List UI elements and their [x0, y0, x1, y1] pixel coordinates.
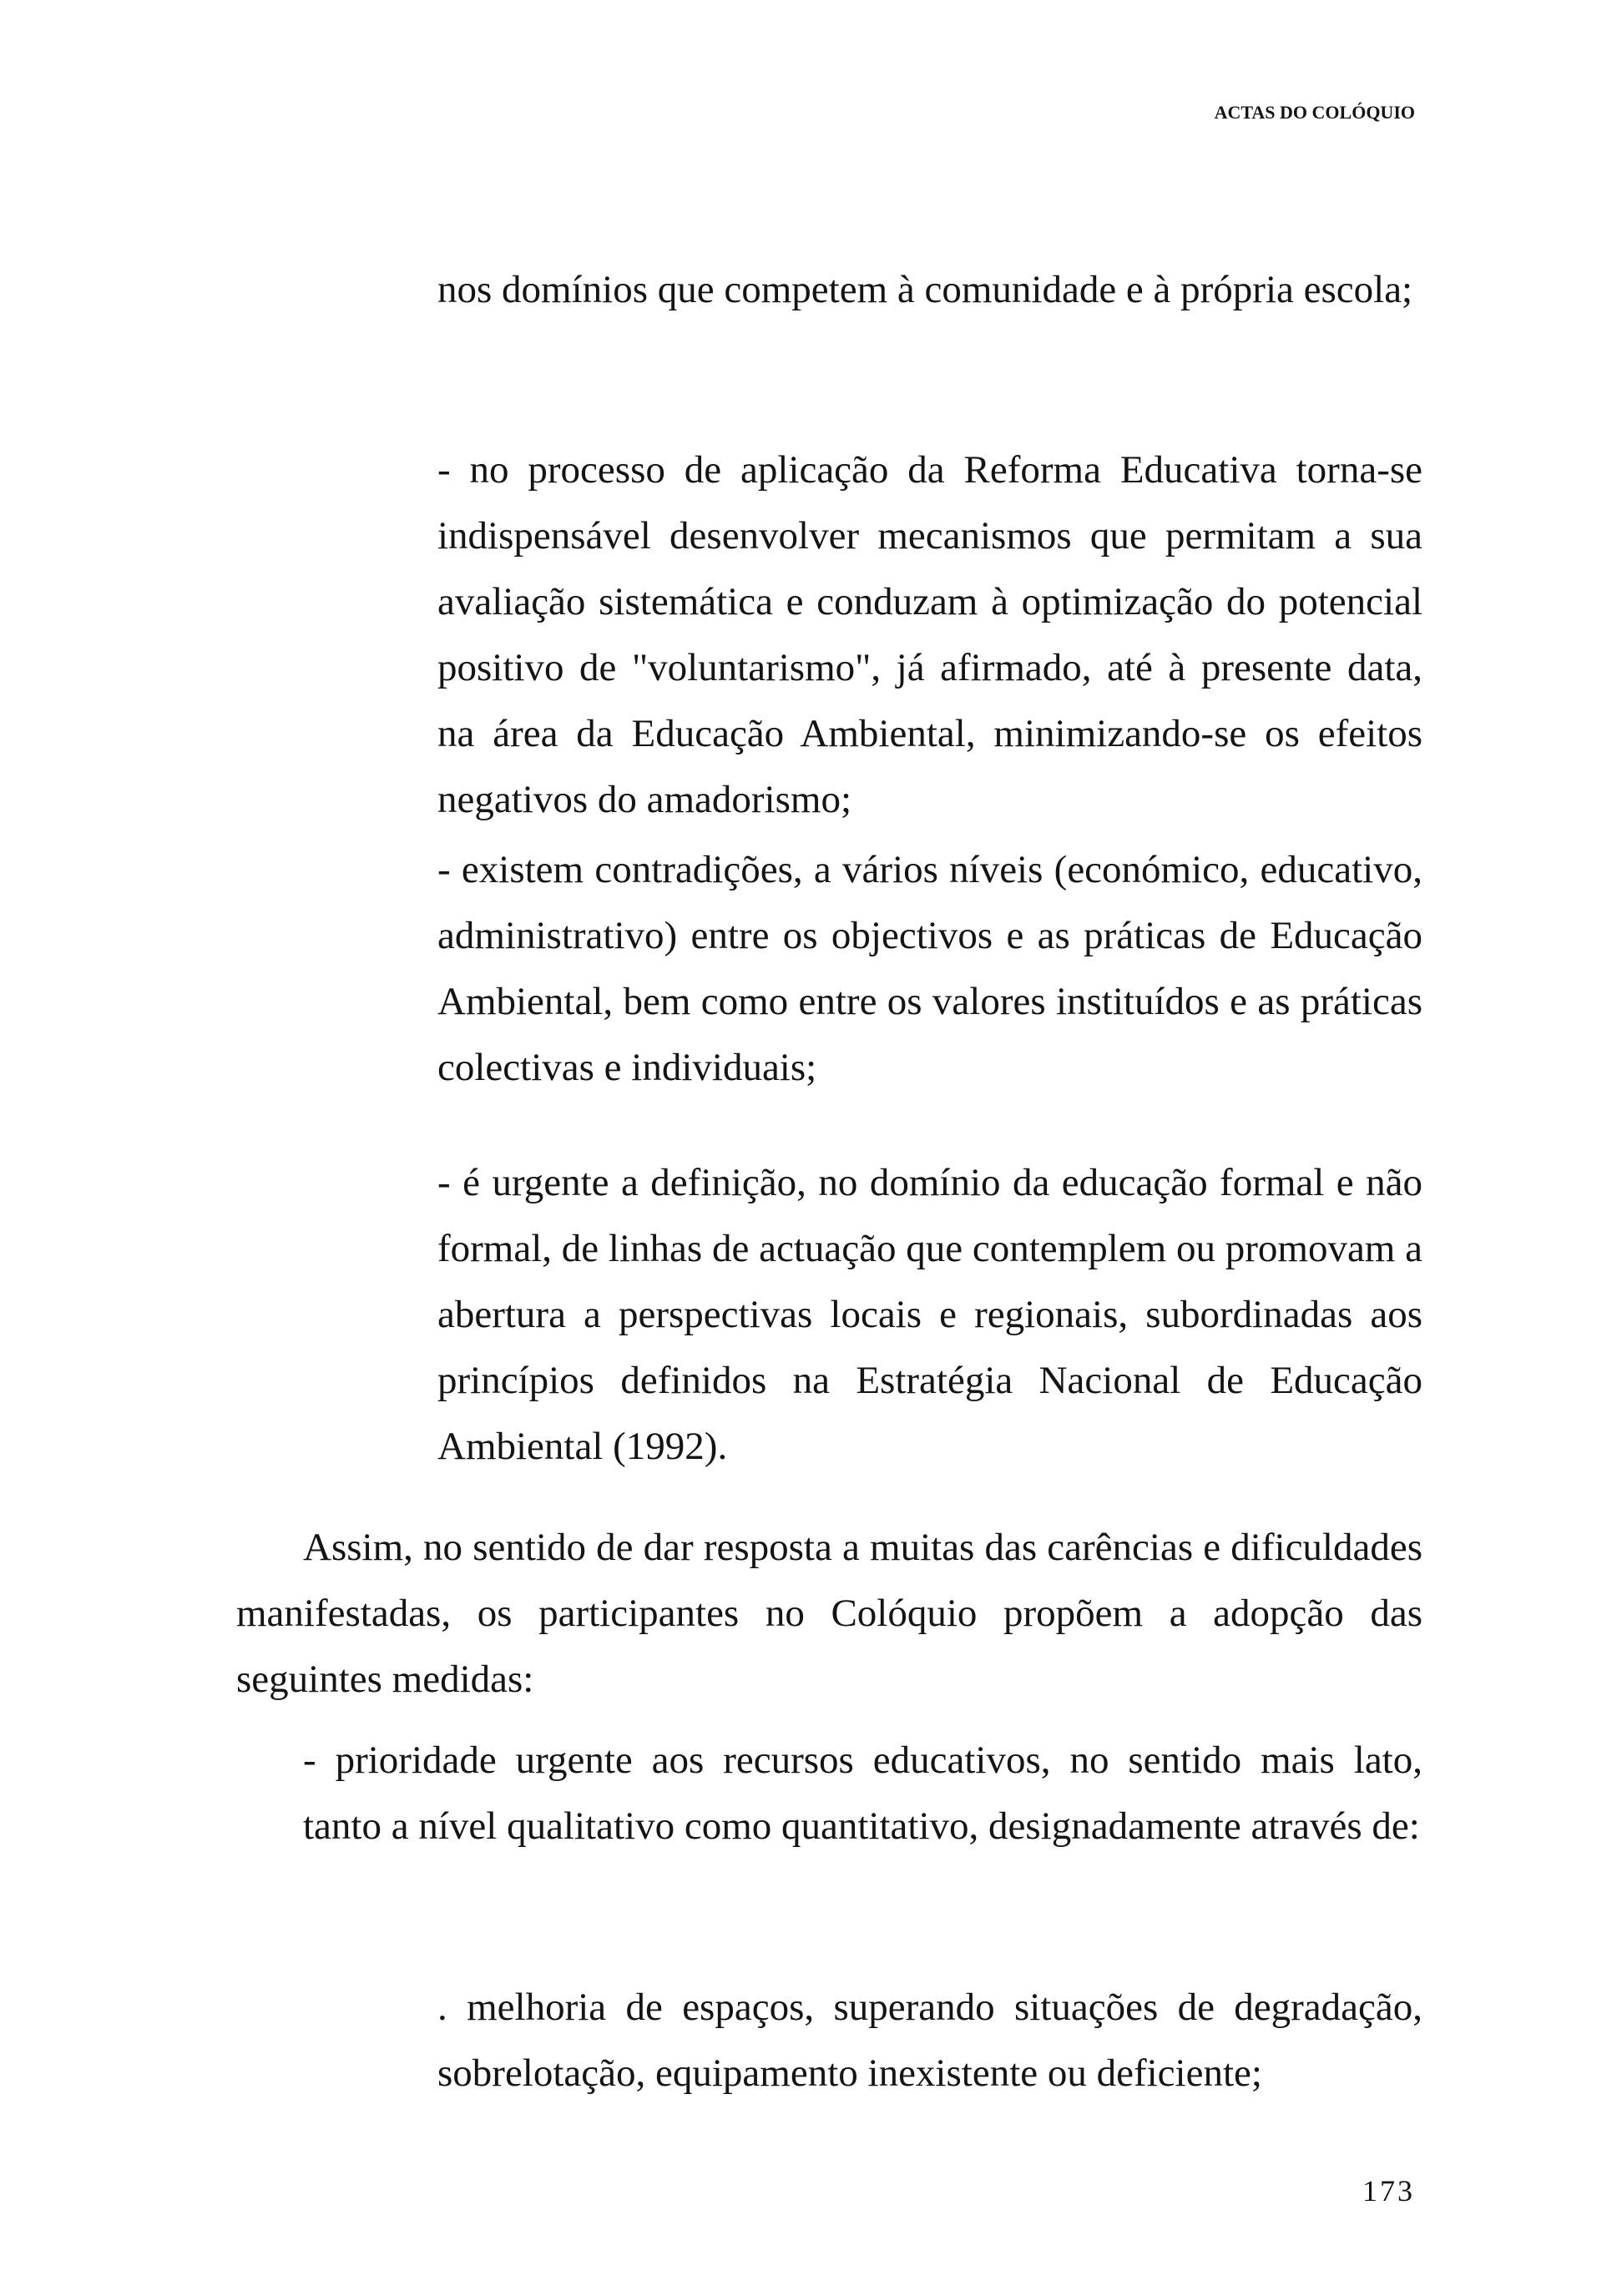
sub-item-melhoria-espacos: . melhoria de espaços, superando situações de degradação, sobrelotação, equipamento inexistente ou deficiente;	[437, 1986, 1422, 2095]
list-item-contradicoes: - existem contradições, a vários níveis (económico, educativo, administrativo) entre os objectivos e as práticas de Educação Ambiental, bem como entre os valores instituídos e as práticas colectivas e individuais;	[437, 848, 1422, 1089]
page-number: 173	[1362, 2174, 1415, 2208]
running-header: ACTAS DO COLÓQUIO	[1214, 102, 1415, 123]
paragraph-continuation: nos domínios que competem à comunidade e à própria escola;	[437, 268, 1413, 311]
list-item-definicao-urgente: - é urgente a definição, no domínio da educação formal e não formal, de linhas de actuação que contemplem ou promovam a abertura a perspectivas locais e regionais, subordinadas aos princípios definidos na Estratégia Nacional de Educação Ambiental (1992).	[437, 1161, 1422, 1468]
list-item-reforma-educativa: - no processo de aplicação da Reforma Educativa torna-se indispensável desenvolver mecanismos que permitam a sua avaliação sistemática e conduzam à optimização do potencial positivo de "voluntarismo", já afirmado, até à presente data, na área da Educação Ambiental, minimizando-se os efeitos negativos do amadorismo;	[437, 448, 1422, 821]
list-item-prioridade-urgente: - prioridade urgente aos recursos educativos, no sentido mais lato, tanto a nível qualitativo como quantitativo, designadamente através de:	[303, 1738, 1422, 1848]
body-paragraph-assim: Assim, no sentido de dar resposta a muitas das carências e dificuldades manifestadas, os participantes no Colóquio propõem a adopção das seguintes medidas:	[236, 1526, 1422, 1701]
